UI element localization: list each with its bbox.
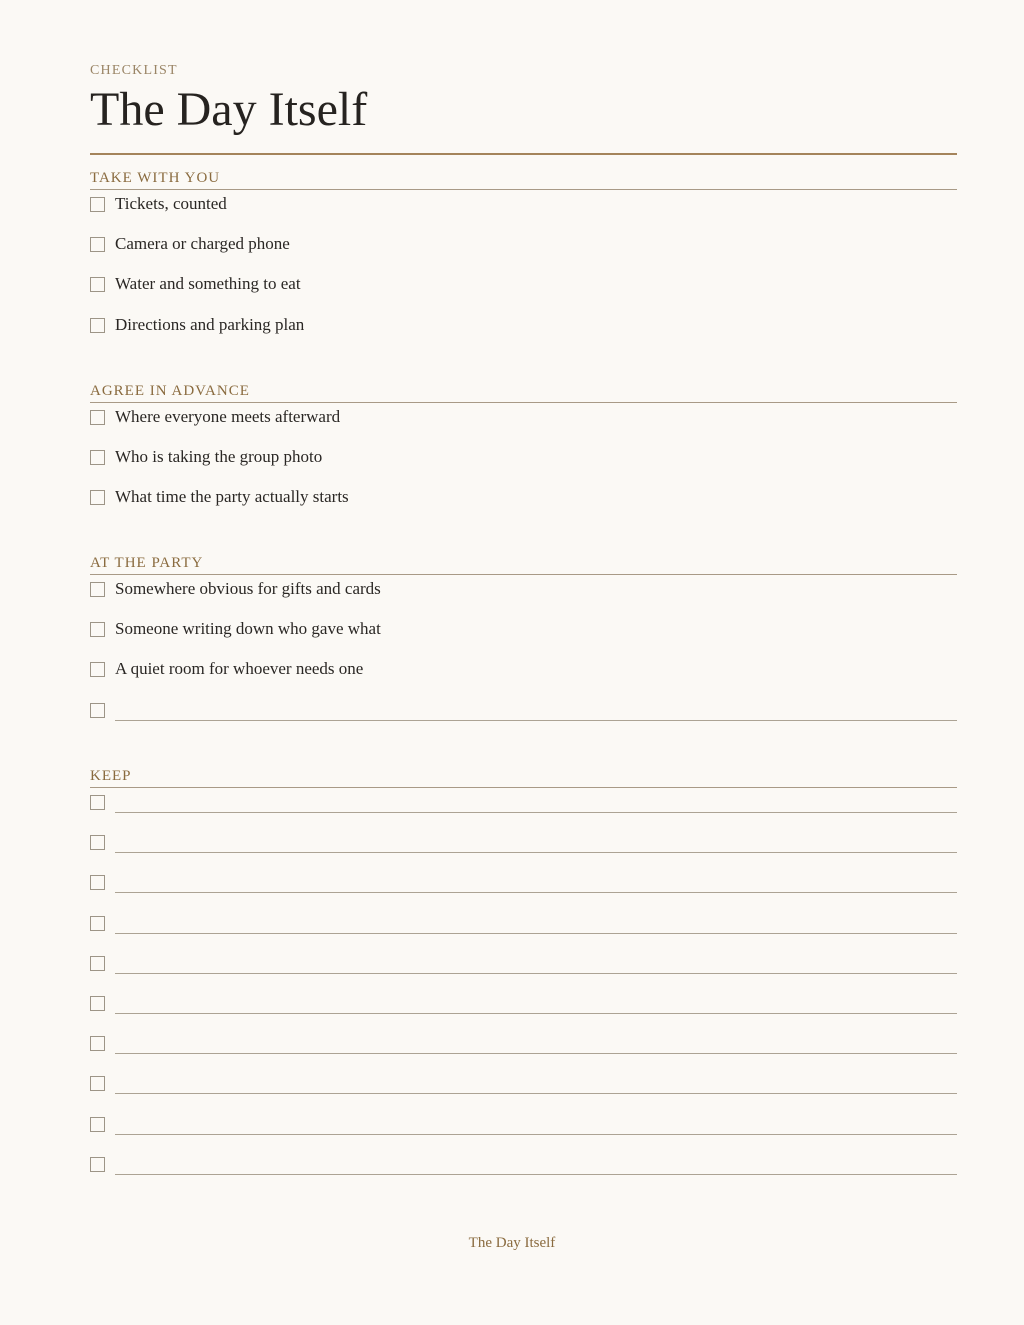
- checkbox[interactable]: [90, 237, 105, 252]
- checklist-item: [90, 872, 957, 912]
- checklist-item: [90, 194, 957, 234]
- item-label: Tickets, counted: [115, 194, 227, 213]
- item-label: Who is taking the group photo: [115, 447, 323, 467]
- checkbox[interactable]: [90, 622, 105, 637]
- checkbox[interactable]: [90, 703, 105, 718]
- checkbox[interactable]: [90, 662, 105, 677]
- checklist-item: [90, 1073, 957, 1113]
- write-in-line[interactable]: [115, 1174, 957, 1175]
- checkbox[interactable]: [90, 1076, 105, 1091]
- checklist-item: [90, 579, 957, 619]
- checklist-item: [90, 315, 957, 355]
- write-in-line[interactable]: [115, 1134, 957, 1135]
- checklist-item: [90, 487, 957, 527]
- write-in-line[interactable]: [115, 812, 957, 813]
- section-heading: KEEP: [90, 765, 957, 788]
- checklist-item: [90, 1114, 957, 1154]
- checkbox[interactable]: [90, 916, 105, 931]
- title-divider: [90, 153, 957, 155]
- checkbox[interactable]: [90, 197, 105, 212]
- page-eyebrow: CHECKLIST: [90, 63, 178, 78]
- checkbox[interactable]: [90, 277, 105, 292]
- item-label: Somewhere obvious for gifts and cards: [115, 579, 381, 598]
- checkbox[interactable]: [90, 1036, 105, 1051]
- checklist-item: [90, 993, 957, 1033]
- section-heading: TAKE WITH YOU: [90, 167, 957, 190]
- checklist-item: [90, 274, 957, 314]
- item-label: A quiet room for whoever needs one: [115, 659, 364, 679]
- checkbox[interactable]: [90, 490, 105, 505]
- checklist-section: [90, 765, 957, 1194]
- checkbox[interactable]: [90, 1157, 105, 1172]
- checklist-item: [90, 659, 957, 699]
- section-heading: AGREE IN ADVANCE: [90, 380, 957, 403]
- checkbox[interactable]: [90, 996, 105, 1011]
- item-label: Water and something to eat: [115, 274, 301, 294]
- checkbox[interactable]: [90, 795, 105, 810]
- checklist-section: [90, 167, 957, 355]
- checklist-item: [90, 234, 957, 274]
- checklist-item: [90, 447, 957, 487]
- checklist-item: [90, 619, 957, 659]
- item-label: Directions and parking plan: [115, 314, 305, 334]
- checkbox[interactable]: [90, 318, 105, 333]
- checkbox[interactable]: [90, 835, 105, 850]
- checkbox[interactable]: [90, 582, 105, 597]
- checklist-item: [90, 700, 957, 740]
- checklist-section: [90, 380, 957, 528]
- item-label: Camera or charged phone: [115, 234, 290, 254]
- checkbox[interactable]: [90, 410, 105, 425]
- checkbox[interactable]: [90, 875, 105, 890]
- item-label: What time the party actually starts: [115, 487, 349, 507]
- checklist-item: [90, 913, 957, 953]
- checkbox[interactable]: [90, 450, 105, 465]
- page-footer: The Day Itself: [468, 1235, 556, 1251]
- page-title: The Day Itself: [90, 83, 368, 136]
- checklist-section: [90, 552, 957, 740]
- checklist-item: [90, 953, 957, 993]
- write-in-line[interactable]: [115, 973, 957, 974]
- checklist-item: [90, 1033, 957, 1073]
- checklist-item: [90, 1154, 957, 1194]
- checkbox[interactable]: [90, 1117, 105, 1132]
- item-label: Where everyone meets afterward: [115, 407, 341, 426]
- write-in-line[interactable]: [115, 1053, 957, 1054]
- write-in-line[interactable]: [115, 1093, 957, 1094]
- write-in-line[interactable]: [115, 852, 957, 853]
- write-in-line[interactable]: [115, 892, 957, 893]
- checklist-item: [90, 792, 957, 832]
- checklist-item: [90, 407, 957, 447]
- section-heading: AT THE PARTY: [90, 552, 957, 575]
- write-in-line[interactable]: [115, 1013, 957, 1014]
- write-in-line[interactable]: [115, 720, 957, 721]
- checklist-item: [90, 832, 957, 872]
- item-label: Someone writing down who gave what: [115, 619, 381, 639]
- checkbox[interactable]: [90, 956, 105, 971]
- write-in-line[interactable]: [115, 933, 957, 934]
